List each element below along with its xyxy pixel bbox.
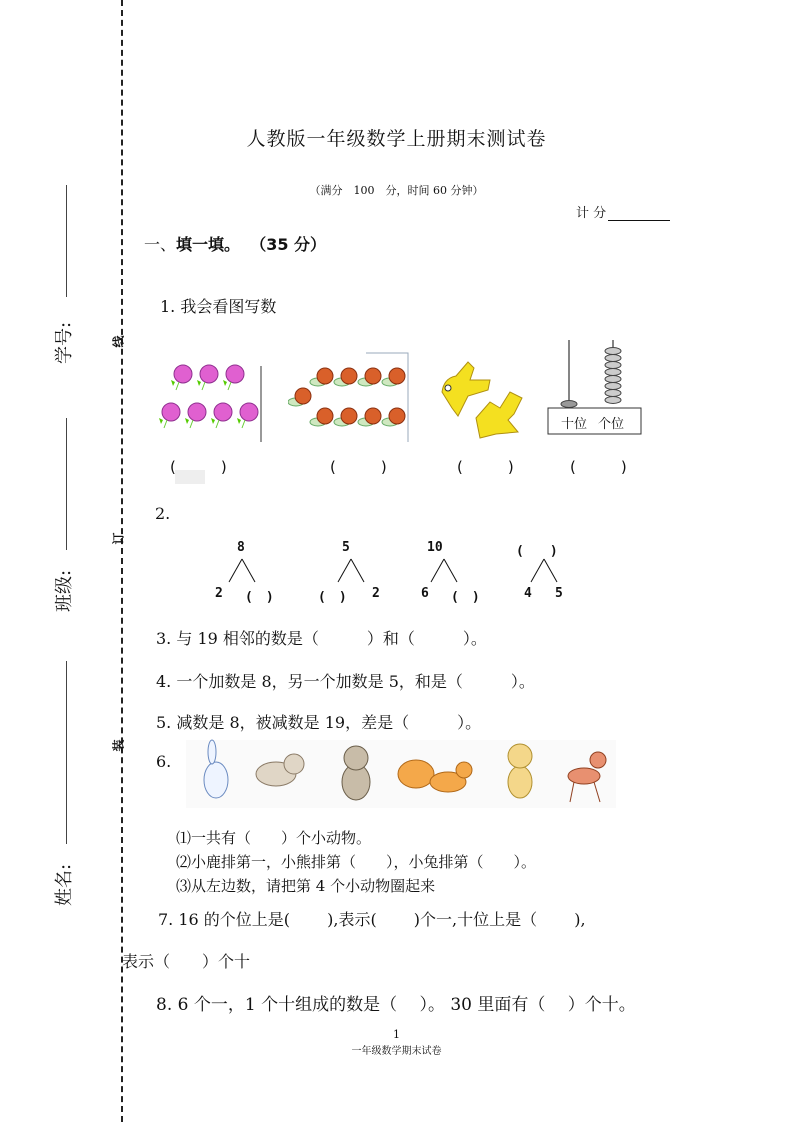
section-title: 填一填。 (176, 235, 241, 254)
question-6-part-1: ⑴一共有（ ）个小动物。 (176, 829, 372, 847)
footer-title: 一年级数学期末试卷 (351, 1046, 442, 1057)
question-6-label: 6. (156, 752, 172, 771)
question-6-part-2: ⑵小鹿排第一，小熊排第（ ），小兔排第（ ）。 (176, 853, 537, 871)
name-line[interactable] (66, 661, 67, 844)
flowers-picture (155, 362, 263, 442)
question-1-label: 1. 我会看图写数 (160, 297, 277, 316)
student-id-label: 学号: (54, 321, 76, 365)
section-points: （35 分） (250, 235, 327, 254)
q1-blank-2[interactable]: ( ) (330, 458, 387, 476)
question-4: 4. 一个加数是 8，另一个加数是 5，和是（ ）。 (156, 672, 535, 691)
abacus-tens-label: 十位 (561, 417, 588, 432)
q1-blank-1[interactable]: ( ) (170, 458, 227, 476)
number-bond-1: 8 2 ( ) (215, 540, 274, 605)
birds-picture (438, 358, 528, 442)
abacus-bead-icon (561, 401, 577, 408)
number-bond-2: 5 ( ) 2 (318, 540, 380, 605)
page-number: 1 (393, 1028, 400, 1041)
animals-picture (186, 738, 616, 810)
score-label: 计 分 (576, 206, 607, 221)
question-3: 3. 与 19 相邻的数是（ ）和（ ）。 (156, 629, 487, 648)
snail-icon (288, 368, 405, 426)
q1-blank-4[interactable]: ( ) (570, 458, 627, 476)
question-2-label: 2. (155, 504, 171, 523)
class-line[interactable] (66, 418, 67, 550)
exam-info: （满分 100 分，时间 60 分钟） (309, 184, 484, 197)
abacus-ones-label: 个位 (598, 417, 625, 432)
section-heading (144, 232, 326, 255)
bear-icon (342, 746, 370, 800)
snails-picture (288, 352, 410, 442)
section-number: 一、 (144, 235, 177, 254)
cut-mark-zhuang: 装 (111, 739, 126, 752)
score-blank[interactable] (608, 206, 670, 221)
number-bond-3: 10 6 ( ) (421, 540, 480, 605)
student-id-line[interactable] (66, 185, 67, 297)
question-6-part-3: ⑶从左边数，请把第 4 个小动物圈起来 (176, 877, 436, 895)
cut-mark-xian: 线 (111, 335, 126, 348)
number-bond-4: ( ) 4 5 (516, 544, 563, 601)
flower-icon (159, 365, 258, 428)
question-7-line-2: 表示（ ）个十 (122, 952, 251, 971)
q1-blank-3[interactable]: ( ) (457, 458, 514, 476)
question-7-line-1: 7. 16 的个位上是( ),表示( )个一,十位上是（ ), (158, 910, 586, 929)
cut-mark-ding: 订 (111, 532, 126, 545)
question-8: 8. 6 个一，1 个十组成的数是（ ）。 30 里面有（ ）个十。 (156, 995, 636, 1015)
abacus-picture (545, 338, 645, 438)
class-label: 班级: (54, 569, 76, 613)
monkey-icon (508, 744, 532, 798)
question-5: 5. 减数是 8，被减数是 19，差是（ ）。 (156, 713, 482, 732)
score-field (576, 202, 670, 221)
bird-icon (442, 362, 522, 438)
name-label: 姓名: (54, 863, 76, 907)
page-title: 人教版一年级数学上册期末测试卷 (246, 128, 547, 150)
